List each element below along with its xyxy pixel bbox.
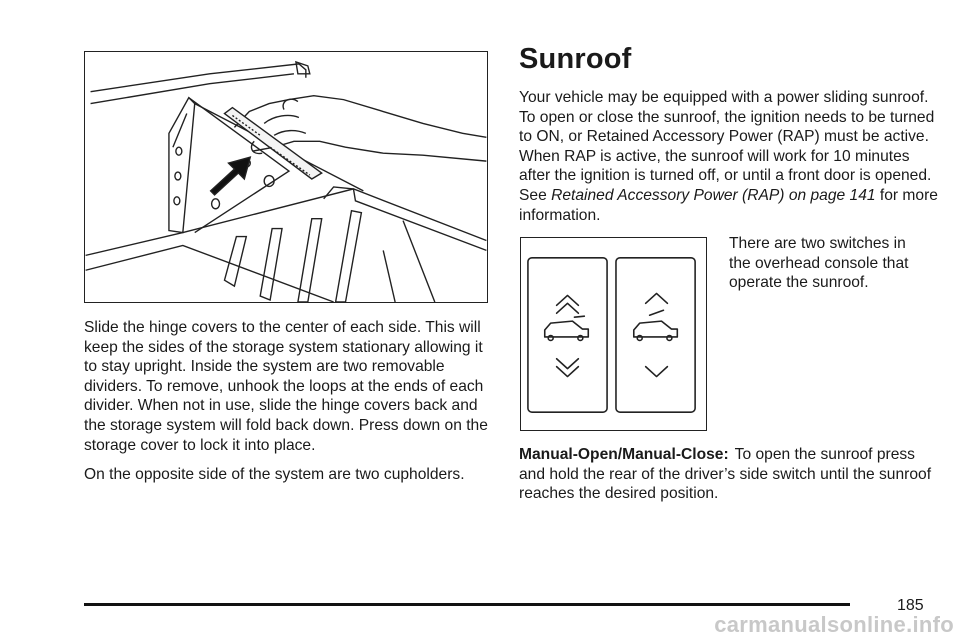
switch-caption: There are two switches in the overhead console that operate the sunroof. bbox=[729, 235, 909, 292]
manual-open-close-text: To open the sunroof press and hold the rear of the driver’s side switch until the sunroof reaches the desired position. bbox=[519, 446, 932, 503]
left-column bbox=[84, 318, 494, 495]
double-chevron-up-icon bbox=[557, 296, 579, 314]
page-number: 185 bbox=[897, 597, 924, 614]
rap-cross-reference-link[interactable]: Retained Accessory Power (RAP) on page 141 bbox=[551, 186, 876, 204]
right-column bbox=[519, 42, 939, 504]
rap-paragraph bbox=[519, 147, 939, 225]
sunroof-switch-illustration bbox=[520, 237, 707, 431]
sunroof-intro-paragraph: Your vehicle may be equipped with a power sliding sunroof. To open or close the sunroof, the ignition needs to be turned to ON, or Retained Accessory Power (RAP) must be active. bbox=[519, 89, 935, 146]
manual-open-close-paragraph bbox=[519, 445, 939, 504]
storage-divider-illustration bbox=[84, 51, 488, 303]
manual-open-close-heading: Manual-Open/Manual-Close: bbox=[519, 446, 729, 464]
switch-row bbox=[519, 237, 939, 445]
section-title: Sunroof bbox=[519, 43, 632, 75]
rap-text-end: for more information. bbox=[519, 186, 938, 224]
footer-rule bbox=[84, 603, 850, 606]
rap-text-start: When RAP is active, the sunroof will work for 10 minutes after the ignition is turned off, or until a front door is opened. See bbox=[519, 147, 932, 204]
chevron-down-icon bbox=[646, 367, 668, 377]
chevron-up-icon bbox=[646, 294, 668, 304]
cupholders-paragraph: On the opposite side of the system are two cupholders. bbox=[84, 466, 465, 484]
watermark: carmanualsonline.info bbox=[714, 612, 954, 637]
sunroof-vent-icon bbox=[545, 316, 589, 340]
sunroof-slide-icon bbox=[634, 310, 678, 340]
double-chevron-down-icon bbox=[557, 359, 579, 377]
storage-paragraph: Slide the hinge covers to the center of each side. This will keep the sides of the storage system stationary allowing it to stay upright. Inside the system are two removable dividers. To remove, unhook the loops at the ends of each divider. When not in use, slide the hinge covers back and the storage system will fold back down. Press down on the storage cover to lock it into place. bbox=[84, 319, 488, 454]
